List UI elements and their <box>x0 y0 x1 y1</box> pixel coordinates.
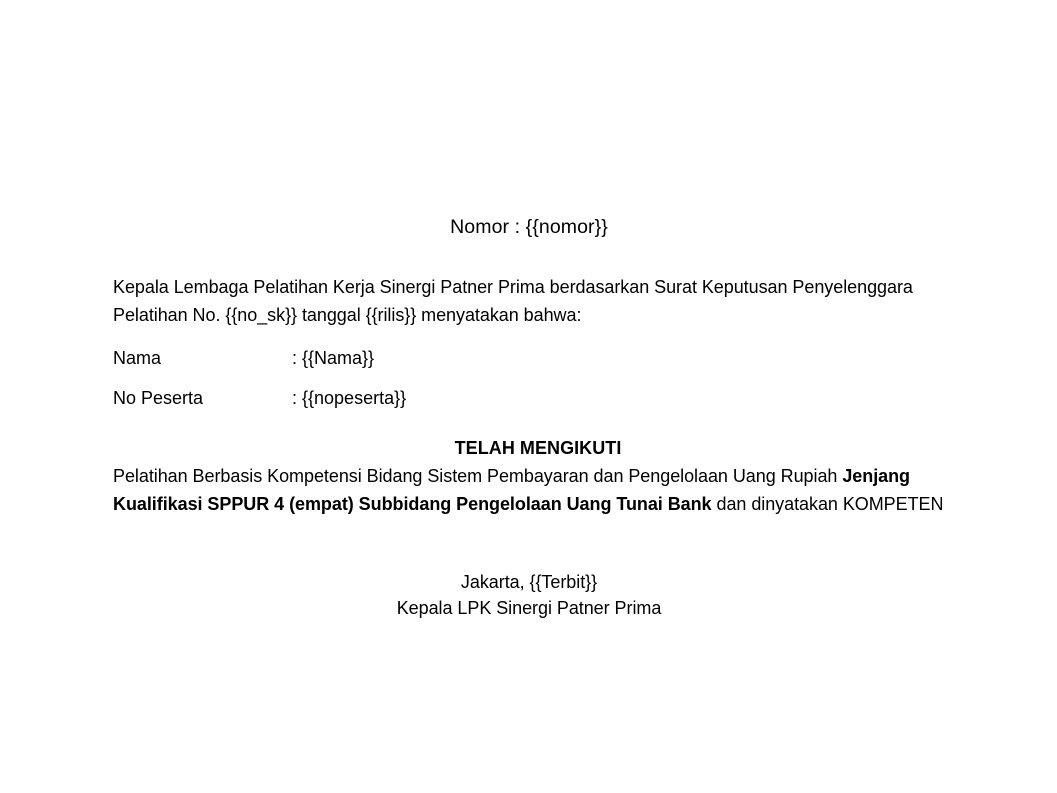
field-value-no-peserta: : {{nopeserta}} <box>292 388 407 408</box>
closing-block <box>113 570 963 621</box>
closing-place-date: Jakarta, {{Terbit}} <box>460 572 598 592</box>
field-label-no-peserta: No Peserta <box>113 388 204 408</box>
field-value-nama: : {{Nama}} <box>292 348 375 368</box>
field-row <box>113 385 963 412</box>
competency-trail-text: dan dinyatakan KOMPETEN <box>711 493 944 514</box>
intro-paragraph: Kepala Lembaga Pelatihan Kerja Sinergi Patner Prima berdasarkan Surat Keputusan Penyelenggara Pelatihan No. {{no_sk}} tanggal {{rilis}} menyatakan bahwa: <box>113 277 913 325</box>
document-content <box>113 214 963 621</box>
participant-fields <box>113 345 963 412</box>
field-label-nama: Nama <box>113 348 162 368</box>
section-heading-telah-mengikuti: TELAH MENGIKUTI <box>454 438 622 458</box>
competency-lead-text: Pelatihan Berbasis Kompetensi Bidang Sistem Pembayaran dan Pengelolaan Uang Rupiah <box>113 466 843 486</box>
closing-signatory: Kepala LPK Sinergi Patner Prima <box>396 597 662 618</box>
competency-bold-text: Jenjang Kualifikasi SPPUR 4 (empat) Subbidang Pengelolaan Uang Tunai Bank <box>113 466 910 514</box>
competency-paragraph <box>113 463 963 518</box>
document-number-line: Nomor : {{nomor}} <box>450 216 608 238</box>
field-row <box>113 345 963 372</box>
